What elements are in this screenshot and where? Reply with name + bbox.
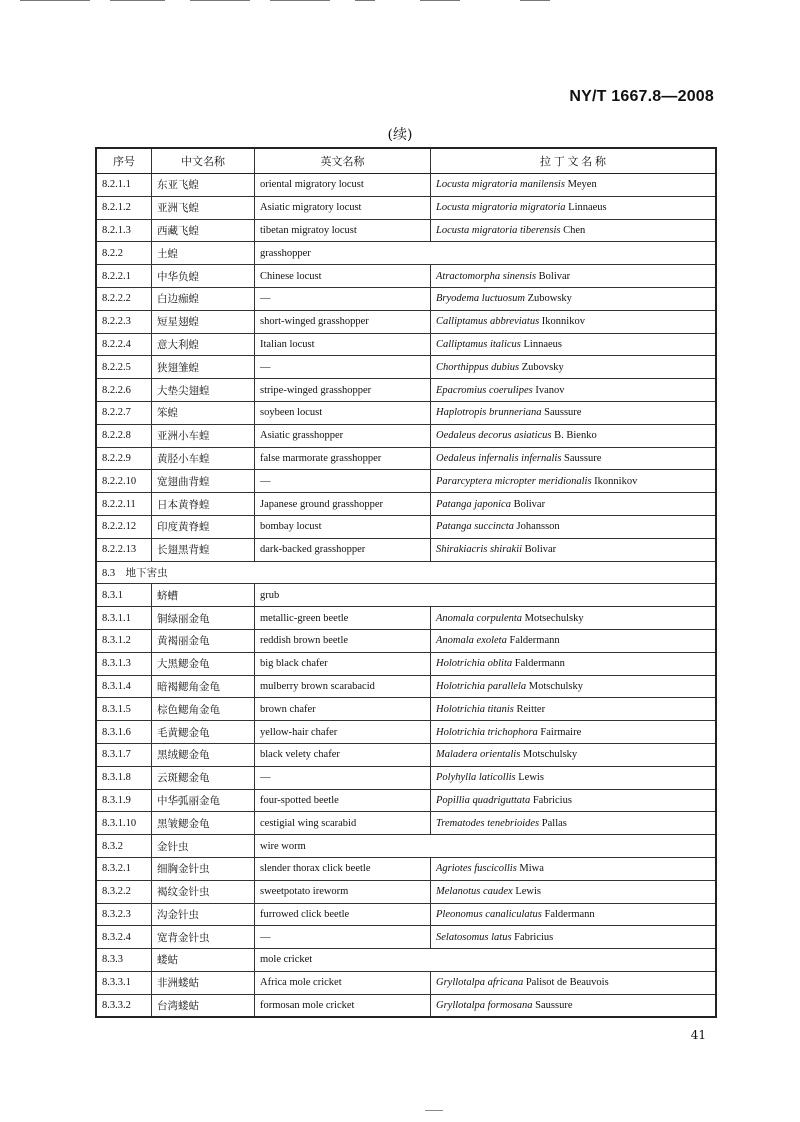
- cell-number: 8.3.2.4: [96, 926, 152, 949]
- cell-chinese-name: 宽翅曲背蝗: [152, 470, 255, 493]
- latin-binomial: Holotrichia titanis: [436, 703, 514, 715]
- latin-binomial: Haplotropis brunneriana: [436, 407, 542, 419]
- cell-english-name: brown chafer: [255, 698, 431, 721]
- cell-chinese-name: 白边痂蝗: [152, 287, 255, 310]
- cell-english-name: yellow-hair chafer: [255, 721, 431, 744]
- table-row: [96, 789, 716, 812]
- cell-number: 8.3.2.2: [96, 880, 152, 903]
- cell-number: 8.2.1.3: [96, 219, 152, 242]
- cell-latin-name: [431, 174, 717, 197]
- cell-number: 8.3.1.7: [96, 743, 152, 766]
- cell-number: 8.3.2.1: [96, 857, 152, 880]
- group-row: [96, 835, 716, 858]
- latin-author: Linnaeus: [568, 202, 607, 214]
- page-number: 41: [690, 1028, 706, 1042]
- cell-latin-name: [431, 903, 717, 926]
- table-row: [96, 538, 716, 561]
- cell-english-name: furrowed click beetle: [255, 903, 431, 926]
- latin-binomial: Bryodema luctuosum: [436, 293, 525, 305]
- latin-author: B. Bienko: [554, 430, 597, 442]
- cell-chinese-name: 笨蝗: [152, 401, 255, 424]
- table-row: [96, 857, 716, 880]
- latin-binomial: Popillia quadriguttata: [436, 794, 531, 806]
- group-row: [96, 584, 716, 607]
- cell-latin-name: [431, 743, 717, 766]
- cell-english-name: —: [255, 766, 431, 789]
- cell-latin-name: [431, 493, 717, 516]
- cell-chinese-name: 沟金针虫: [152, 903, 255, 926]
- cell-chinese-name: 褐纹金针虫: [152, 880, 255, 903]
- cell-english-name: dark-backed grasshopper: [255, 538, 431, 561]
- cell-latin-name: [431, 424, 717, 447]
- cell-chinese-name: 狭翅雏蝗: [152, 356, 255, 379]
- cell-latin-name: [431, 333, 717, 356]
- cell-english-name: wire worm: [255, 835, 717, 858]
- table-row: [96, 926, 716, 949]
- latin-author: Lewis: [518, 772, 544, 784]
- cell-latin-name: [431, 629, 717, 652]
- cell-english-name: grasshopper: [255, 242, 717, 265]
- cell-english-name: short-winged grasshopper: [255, 310, 431, 333]
- cell-chinese-name: 暗褐鳃角金龟: [152, 675, 255, 698]
- latin-author: Faldermann: [509, 635, 560, 647]
- latin-author: Motschulsky: [528, 680, 584, 692]
- cell-chinese-name: 毛黄鳃金龟: [152, 721, 255, 744]
- cell-chinese-name: 中华负蝗: [152, 265, 255, 288]
- cell-chinese-name: 黄胫小车蝗: [152, 447, 255, 470]
- cell-latin-name: [431, 196, 717, 219]
- table-row: [96, 766, 716, 789]
- table-row: [96, 196, 716, 219]
- cell-latin-name: [431, 675, 717, 698]
- header-chinese-name: 中文名称: [152, 148, 255, 174]
- group-row: [96, 242, 716, 265]
- cell-english-name: sweetpotato ireworm: [255, 880, 431, 903]
- table-row: [96, 698, 716, 721]
- latin-binomial: Trematodes tenebrioides: [436, 817, 540, 829]
- latin-author: Faldermann: [514, 658, 565, 670]
- table-row: [96, 310, 716, 333]
- cell-number: 8.3.1.6: [96, 721, 152, 744]
- cell-latin-name: [431, 926, 717, 949]
- latin-binomial: Polyhylla laticollis: [436, 772, 516, 784]
- latin-author: Motschulsky: [522, 749, 578, 761]
- table-row: [96, 652, 716, 675]
- cell-chinese-name: 台湾蝼蛄: [152, 994, 255, 1017]
- latin-binomial: Gryllotalpa formosana: [436, 1000, 533, 1012]
- cell-latin-name: [431, 515, 717, 538]
- latin-binomial: Agriotes fuscicollis: [436, 863, 517, 875]
- cell-number: 8.2.2.9: [96, 447, 152, 470]
- table-row: [96, 174, 716, 197]
- cell-chinese-name: 印度黄脊蝗: [152, 515, 255, 538]
- cell-number: 8.2.2.8: [96, 424, 152, 447]
- table-row: [96, 721, 716, 744]
- cell-number: 8.2.2.1: [96, 265, 152, 288]
- latin-binomial: Locusta migratoria tiberensis: [436, 224, 561, 236]
- cell-latin-name: [431, 379, 717, 402]
- cell-english-name: mulberry brown scarabacid: [255, 675, 431, 698]
- cell-chinese-name: 黄褐丽金龟: [152, 629, 255, 652]
- table-row: [96, 470, 716, 493]
- latin-author: Pallas: [541, 817, 567, 829]
- latin-author: Linnaeus: [523, 338, 563, 350]
- cell-chinese-name: 意大利蝗: [152, 333, 255, 356]
- cell-latin-name: [431, 812, 717, 835]
- cell-latin-name: [431, 721, 717, 744]
- table-row: [96, 743, 716, 766]
- table-row: [96, 607, 716, 630]
- header-latin-name: 拉 丁 文 名 称: [431, 148, 717, 174]
- latin-author: Fairmaire: [540, 726, 582, 738]
- cell-number: 8.2.2.7: [96, 401, 152, 424]
- cell-english-name: cestigial wing scarabid: [255, 812, 431, 835]
- latin-author: Palisot de Beauvois: [525, 977, 609, 989]
- cell-chinese-name: 亚洲小车蝗: [152, 424, 255, 447]
- latin-author: Bolivar: [538, 270, 571, 282]
- cell-chinese-name: 西藏飞蝗: [152, 219, 255, 242]
- cell-english-name: stripe-winged grasshopper: [255, 379, 431, 402]
- cell-chinese-name: 宽背金针虫: [152, 926, 255, 949]
- cell-chinese-name: 黑绒鳃金龟: [152, 743, 255, 766]
- latin-author: Motsechulsky: [524, 612, 584, 624]
- latin-binomial: Locusta migratoria migratoria: [436, 202, 566, 214]
- cell-english-name: black velety chafer: [255, 743, 431, 766]
- cell-number: 8.2.2.3: [96, 310, 152, 333]
- cell-latin-name: [431, 219, 717, 242]
- cell-number: 8.2.2.10: [96, 470, 152, 493]
- latin-binomial: Holotrichia trichophora: [436, 726, 538, 738]
- table-row: [96, 971, 716, 994]
- latin-binomial: Gryllotalpa africana: [436, 977, 524, 989]
- cell-chinese-name: 蝼蛄: [152, 949, 255, 972]
- latin-author: Zubovsky: [521, 361, 564, 373]
- cell-latin-name: [431, 994, 717, 1017]
- cell-english-name: mole cricket: [255, 949, 717, 972]
- cell-number: 8.3.2: [96, 835, 152, 858]
- cell-english-name: slender thorax click beetle: [255, 857, 431, 880]
- table-header-row: [96, 148, 716, 174]
- cell-number: 8.2.2.2: [96, 287, 152, 310]
- cell-english-name: grub: [255, 584, 717, 607]
- cell-chinese-name: 中华弧丽金龟: [152, 789, 255, 812]
- latin-binomial: Chorthippus dubius: [436, 361, 520, 373]
- latin-binomial: Pleonomus canaliculatus: [436, 908, 542, 920]
- cell-number: 8.2.2.6: [96, 379, 152, 402]
- cell-english-name: Japanese ground grasshopper: [255, 493, 431, 516]
- cell-number: 8.2.1.2: [96, 196, 152, 219]
- cell-chinese-name: 日本黄脊蝗: [152, 493, 255, 516]
- latin-binomial: Holotrichia oblita: [436, 658, 513, 670]
- latin-author: Meyen: [567, 179, 597, 191]
- cell-number: 8.3.3: [96, 949, 152, 972]
- cell-chinese-name: 黑皱鳃金龟: [152, 812, 255, 835]
- table-row: [96, 333, 716, 356]
- cell-number: 8.2.2.5: [96, 356, 152, 379]
- cell-number: 8.2.2.11: [96, 493, 152, 516]
- cell-chinese-name: 棕色鳃角金龟: [152, 698, 255, 721]
- cell-english-name: formosan mole cricket: [255, 994, 431, 1017]
- latin-author: Miwa: [519, 863, 544, 875]
- cell-number: 8.3.1.4: [96, 675, 152, 698]
- cell-english-name: bombay locust: [255, 515, 431, 538]
- top-border-marks: [0, 0, 800, 4]
- cell-latin-name: [431, 857, 717, 880]
- cell-number: 8.3.3.1: [96, 971, 152, 994]
- table-row: [96, 356, 716, 379]
- table-row: [96, 812, 716, 835]
- latin-binomial: Calliptamus abbreviatus: [436, 316, 540, 328]
- latin-binomial: Locusta migratoria manilensis: [436, 179, 565, 191]
- latin-author: Reitter: [516, 703, 546, 715]
- cell-english-name: four-spotted beetle: [255, 789, 431, 812]
- cell-latin-name: [431, 470, 717, 493]
- cell-number: 8.2.2.4: [96, 333, 152, 356]
- standard-code: NY/T 1667.8—2008: [569, 88, 714, 105]
- latin-author: Ikonnikov: [594, 475, 638, 487]
- cell-latin-name: [431, 447, 717, 470]
- cell-latin-name: [431, 310, 717, 333]
- latin-binomial: Oedaleus infernalis infernalis: [436, 452, 562, 464]
- cell-number: 8.2.2.12: [96, 515, 152, 538]
- table-row: [96, 265, 716, 288]
- cell-latin-name: [431, 971, 717, 994]
- header-english-name: 英文名称: [255, 148, 431, 174]
- latin-binomial: Patanga japonica: [436, 498, 511, 510]
- table-row: [96, 629, 716, 652]
- cell-chinese-name: 东亚飞蝗: [152, 174, 255, 197]
- cell-chinese-name: 大垫尖翅蝗: [152, 379, 255, 402]
- cell-latin-name: [431, 607, 717, 630]
- cell-number: 8.3.3.2: [96, 994, 152, 1017]
- latin-binomial: Anomala exoleta: [436, 635, 507, 647]
- table-row: [96, 287, 716, 310]
- cell-chinese-name: 铜绿丽金龟: [152, 607, 255, 630]
- cell-english-name: metallic-green beetle: [255, 607, 431, 630]
- cell-number: 8.2.1.1: [96, 174, 152, 197]
- cell-english-name: false marmorate grasshopper: [255, 447, 431, 470]
- latin-binomial: Melanotus caudex: [436, 886, 513, 898]
- cell-number: 8.3.1.5: [96, 698, 152, 721]
- cell-chinese-name: 大黑鳃金龟: [152, 652, 255, 675]
- latin-binomial: Selatosomus latus: [436, 931, 512, 943]
- table-row: [96, 903, 716, 926]
- latin-author: Saussure: [544, 407, 582, 419]
- latin-binomial: Shirakiacris shirakii: [436, 544, 523, 556]
- cell-number: 8.3.1.8: [96, 766, 152, 789]
- pest-name-table: [95, 147, 717, 1018]
- cell-number: 8.3.1.2: [96, 629, 152, 652]
- table-row: [96, 493, 716, 516]
- cell-chinese-name: 云斑鳃金龟: [152, 766, 255, 789]
- latin-author: Saussure: [564, 452, 602, 464]
- latin-author: Bolivar: [513, 498, 546, 510]
- bottom-mark: [425, 1110, 443, 1111]
- table-row: [96, 379, 716, 402]
- cell-number: 8.2.2.13: [96, 538, 152, 561]
- cell-number: 8.3.1.1: [96, 607, 152, 630]
- latin-binomial: Atractomorpha sinensis: [436, 270, 537, 282]
- group-row: [96, 949, 716, 972]
- latin-author: Chen: [563, 224, 586, 236]
- cell-number: 8.2.2: [96, 242, 152, 265]
- cell-english-name: —: [255, 926, 431, 949]
- latin-author: Faldermann: [544, 908, 595, 920]
- section-row: [96, 561, 716, 584]
- latin-binomial: Pararcyptera micropter meridionalis: [436, 475, 592, 487]
- cell-latin-name: [431, 766, 717, 789]
- cell-latin-name: [431, 265, 717, 288]
- latin-binomial: Maladera orientalis: [436, 749, 521, 761]
- latin-author: Saussure: [535, 1000, 573, 1012]
- latin-author: Bolivar: [524, 544, 557, 556]
- header-number: 序号: [96, 148, 152, 174]
- cell-english-name: soybeen locust: [255, 401, 431, 424]
- table-row: [96, 401, 716, 424]
- cell-latin-name: [431, 789, 717, 812]
- table-row: [96, 675, 716, 698]
- cell-latin-name: [431, 538, 717, 561]
- latin-binomial: Oedaleus decorus asiaticus: [436, 430, 552, 442]
- latin-binomial: Patanga succincta: [436, 521, 514, 533]
- cell-number: 8.3.2.3: [96, 903, 152, 926]
- cell-chinese-name: 土蝗: [152, 242, 255, 265]
- cell-english-name: Asiatic grasshopper: [255, 424, 431, 447]
- cell-english-name: tibetan migratoy locust: [255, 219, 431, 242]
- table-body: [96, 174, 716, 1018]
- latin-binomial: Holotrichia parallela: [436, 680, 527, 692]
- table-row: [96, 447, 716, 470]
- cell-chinese-name: 亚洲飞蝗: [152, 196, 255, 219]
- table-row: [96, 219, 716, 242]
- table-row: [96, 424, 716, 447]
- cell-number: 8.3.1.9: [96, 789, 152, 812]
- cell-latin-name: [431, 698, 717, 721]
- cell-english-name: —: [255, 356, 431, 379]
- latin-author: Lewis: [515, 886, 541, 898]
- table-row: [96, 994, 716, 1017]
- cell-english-name: Asiatic migratory locust: [255, 196, 431, 219]
- cell-english-name: Chinese locust: [255, 265, 431, 288]
- cell-number: 8.3.1.10: [96, 812, 152, 835]
- cell-latin-name: [431, 356, 717, 379]
- cell-english-name: —: [255, 470, 431, 493]
- section-title: 8.3 地下害虫: [96, 561, 716, 584]
- latin-author: Ikonnikov: [541, 316, 585, 328]
- cell-english-name: —: [255, 287, 431, 310]
- cell-latin-name: [431, 287, 717, 310]
- table-row: [96, 880, 716, 903]
- cell-english-name: Italian locust: [255, 333, 431, 356]
- cell-chinese-name: 细胸金针虫: [152, 857, 255, 880]
- latin-author: Zubowsky: [527, 293, 572, 305]
- latin-author: Ivanov: [535, 384, 565, 396]
- cell-chinese-name: 短星翅蝗: [152, 310, 255, 333]
- cell-chinese-name: 蛴螬: [152, 584, 255, 607]
- cell-english-name: Africa mole cricket: [255, 971, 431, 994]
- cell-chinese-name: 非洲蝼蛄: [152, 971, 255, 994]
- latin-binomial: Epacromius coerulipes: [436, 384, 533, 396]
- cell-latin-name: [431, 652, 717, 675]
- latin-author: Johansson: [516, 521, 560, 533]
- cell-number: 8.3.1.3: [96, 652, 152, 675]
- latin-author: Fabricius: [532, 794, 572, 806]
- cell-chinese-name: 长翅黑背蝗: [152, 538, 255, 561]
- cell-latin-name: [431, 401, 717, 424]
- table-row: [96, 515, 716, 538]
- cell-chinese-name: 金针虫: [152, 835, 255, 858]
- latin-binomial: Calliptamus italicus: [436, 338, 521, 350]
- cell-latin-name: [431, 880, 717, 903]
- cell-english-name: reddish brown beetle: [255, 629, 431, 652]
- continued-label: (续): [387, 127, 413, 143]
- cell-number: 8.3.1: [96, 584, 152, 607]
- cell-english-name: oriental migratory locust: [255, 174, 431, 197]
- latin-author: Fabricius: [514, 931, 554, 943]
- latin-binomial: Anomala corpulenta: [436, 612, 523, 624]
- cell-english-name: big black chafer: [255, 652, 431, 675]
